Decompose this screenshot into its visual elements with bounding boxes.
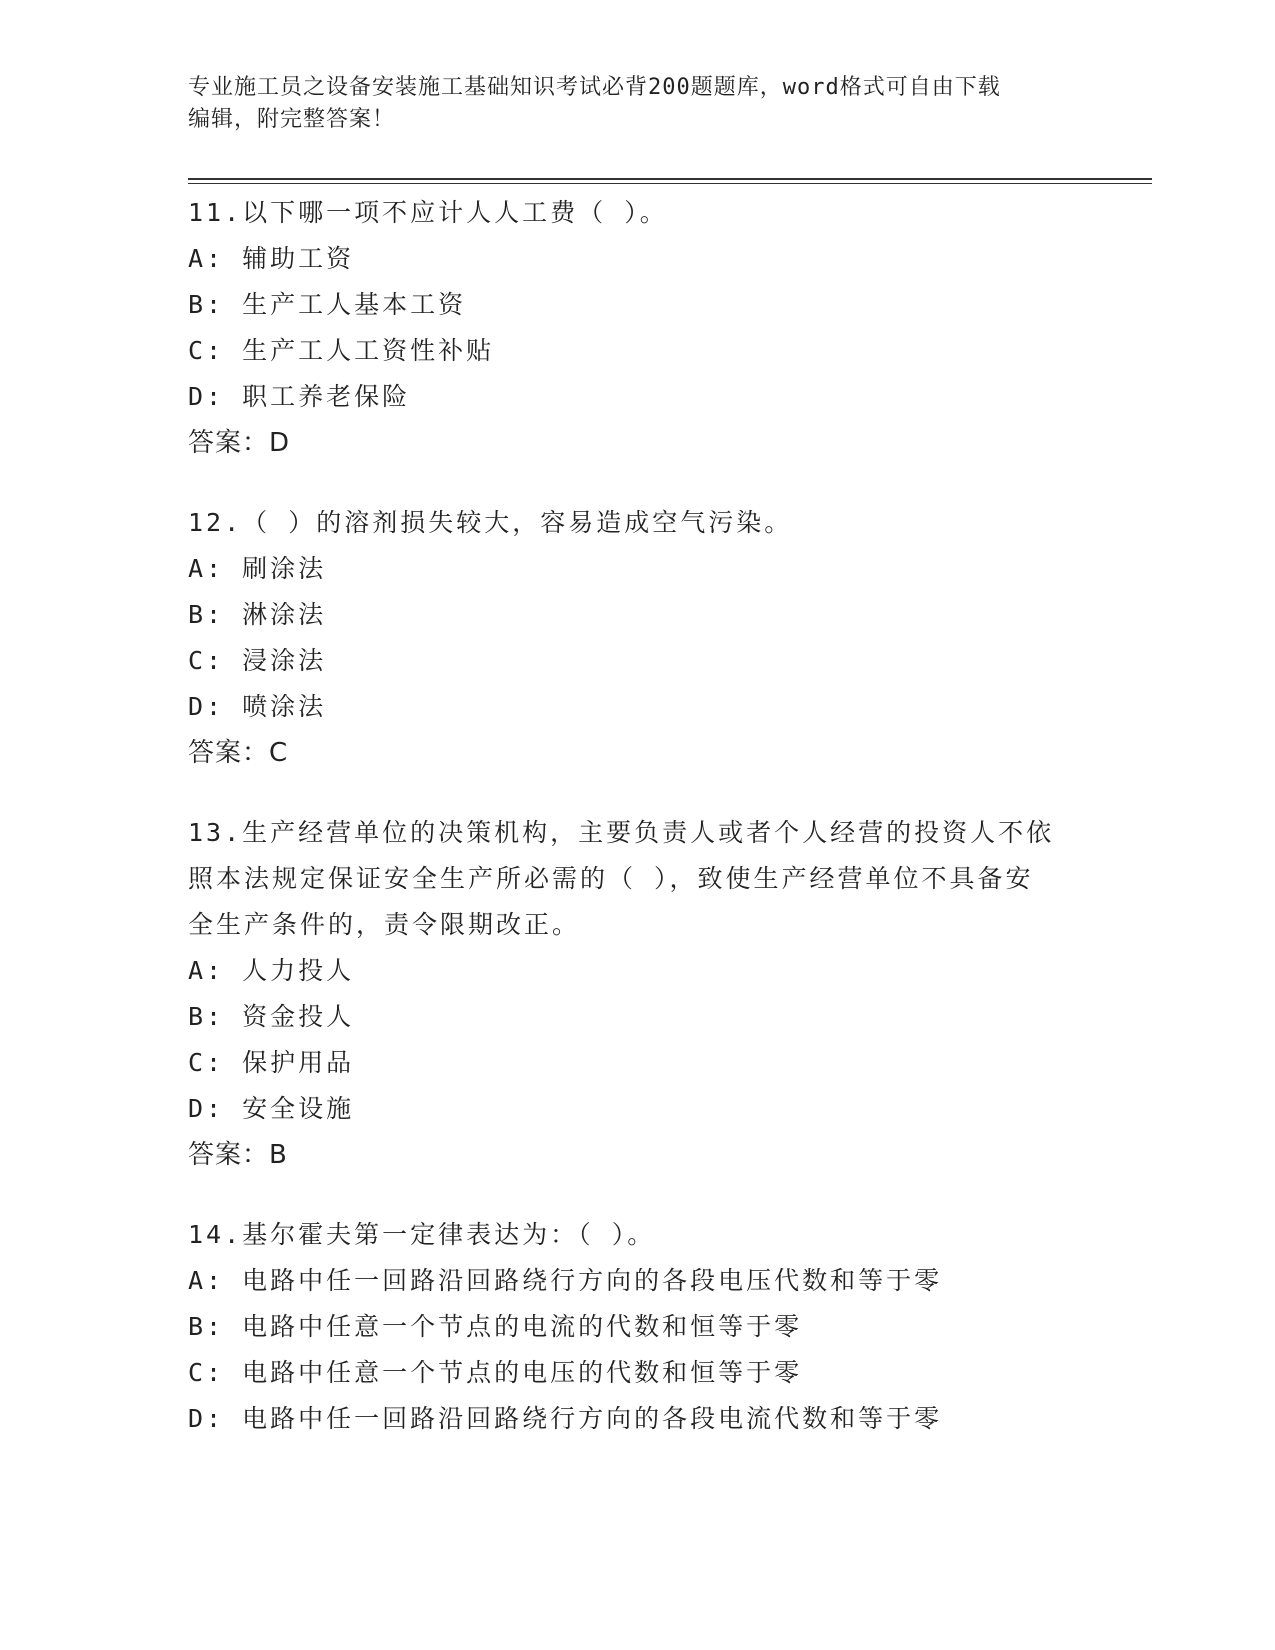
- option-a: A: 人力投人: [188, 956, 355, 985]
- answer: 答案：D: [188, 428, 291, 458]
- question-13: [188, 810, 1088, 1178]
- question-text: 11.以下哪一项不应计人人工费（ ）。: [188, 198, 668, 227]
- option-c: C: 生产工人工资性补贴: [188, 336, 495, 365]
- answer: 答案：C: [188, 738, 289, 768]
- question-text: 12.（ ）的溶剂损失较大，容易造成空气污染。: [188, 508, 793, 537]
- option-b: B: 淋涂法: [188, 600, 327, 629]
- option-c: C: 电路中任意一个节点的电压的代数和恒等于零: [188, 1358, 803, 1387]
- question-text-line-3: 全生产条件的，责令限期改正。: [188, 910, 581, 939]
- question-14: [188, 1212, 1088, 1442]
- question-12: [188, 500, 1088, 776]
- answer: 答案：B: [188, 1140, 288, 1170]
- option-b: B: 资金投人: [188, 1002, 355, 1031]
- option-a: A: 电路中任一回路沿回路绕行方向的各段电压代数和等于零: [188, 1266, 943, 1295]
- header-rule-thin: [188, 183, 1152, 184]
- header-line-1: 专业施工员之设备安装施工基础知识考试必背200题题库，word格式可自由下载: [188, 75, 1001, 100]
- option-c: C: 浸涂法: [188, 646, 327, 675]
- question-text: 14.基尔霍夫第一定律表达为：（ ）。: [188, 1220, 656, 1249]
- document-header: [188, 72, 1088, 136]
- option-c: C: 保护用品: [188, 1048, 355, 1077]
- option-d: D: 职工养老保险: [188, 382, 411, 411]
- option-d: D: 电路中任一回路沿回路绕行方向的各段电流代数和等于零: [188, 1404, 943, 1433]
- option-d: D: 喷涂法: [188, 692, 327, 721]
- option-a: A: 辅助工资: [188, 244, 355, 273]
- option-b: B: 生产工人基本工资: [188, 290, 467, 319]
- header-rule-thick: [188, 178, 1152, 180]
- question-11: [188, 190, 1088, 466]
- header-line-2: 编辑，附完整答案！: [188, 107, 396, 132]
- option-a: A: 刷涂法: [188, 554, 327, 583]
- question-text-line-1: 13.生产经营单位的决策机构，主要负责人或者个人经营的投资人不依: [188, 818, 1055, 847]
- option-b: B: 电路中任意一个节点的电流的代数和恒等于零: [188, 1312, 803, 1341]
- question-text-line-2: 照本法规定保证安全生产所必需的（ ），致使生产经营单位不具备安: [188, 864, 1034, 893]
- question-list: [188, 190, 1088, 1476]
- option-d: D: 安全设施: [188, 1094, 355, 1123]
